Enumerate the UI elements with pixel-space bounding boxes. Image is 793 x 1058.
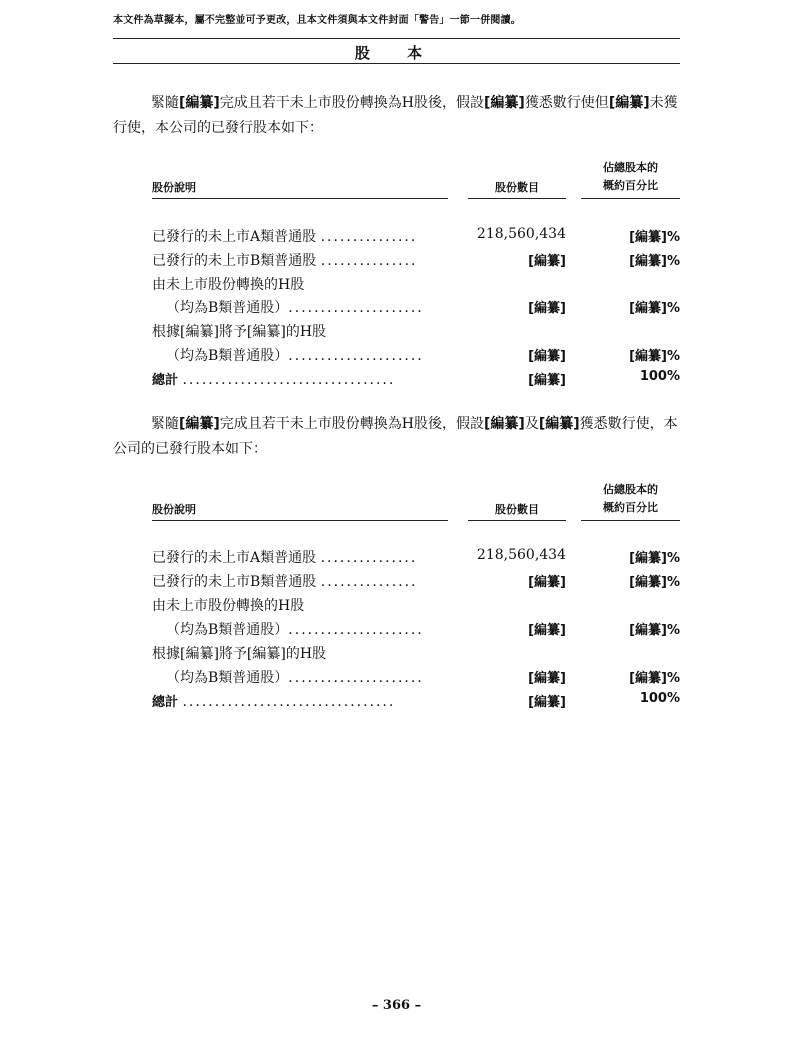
- table-row-total: 總計 ................................. [編纂] 100%: [152, 691, 680, 710]
- shares-value: [編纂]: [528, 695, 566, 710]
- section1-table-header: [152, 149, 680, 199]
- table-row: 根據[編纂]將予[編纂]的H股: [152, 324, 327, 340]
- col-header-shares: 股份數目: [468, 179, 566, 199]
- shares-value: [編纂]: [528, 349, 566, 364]
- pct-value: 100%: [639, 369, 680, 384]
- shares-value: [編纂]: [528, 623, 566, 638]
- pct-value: [編纂]%: [629, 551, 680, 566]
- pct-value: [編纂]%: [629, 230, 680, 245]
- pct-value: [編纂]%: [629, 301, 680, 316]
- table-row: 已發行的未上市A類普通股 ............... 218,560,434 [編纂]%: [152, 547, 680, 566]
- shares-value: 218,560,434: [476, 547, 566, 563]
- shares-value: [編纂]: [528, 671, 566, 686]
- table-row: 已發行的未上市B類普通股 ............... [編纂] [編纂]%: [152, 250, 680, 270]
- col-header-shares: 股份數目: [468, 501, 566, 521]
- pct-value: [編纂]%: [629, 254, 680, 269]
- pct-value: [編纂]%: [629, 349, 680, 364]
- table-row: 由未上市股份轉換的H股: [152, 598, 305, 614]
- shares-value: [編纂]: [528, 373, 566, 388]
- shares-value: [編纂]: [528, 575, 566, 590]
- shares-value: [編纂]: [528, 254, 566, 269]
- col-header-percentage: 佔總股本的 概約百分比: [581, 159, 680, 199]
- section2-intro: 緊隨[編纂]完成且若干未上市股份轉換為H股後，假設[編纂]及[編纂]獲悉數行使，本公司的已發行股本如下：: [113, 416, 678, 457]
- title-top-rule: [113, 38, 680, 39]
- page-title: 股 本: [354, 44, 439, 62]
- table-row: （均為B類普通股）..................... [編纂] [編纂]%: [152, 345, 680, 365]
- pct-value: [編纂]%: [629, 623, 680, 638]
- shares-value: 218,560,434: [476, 226, 566, 242]
- table-row: （均為B類普通股）..................... [編纂] [編纂]%: [152, 619, 680, 639]
- table-row: 已發行的未上市A類普通股 ............... 218,560,434 [編纂]%: [152, 226, 680, 245]
- table-row: 已發行的未上市B類普通股 ............... [編纂] [編纂]%: [152, 571, 680, 591]
- title-bottom-rule: [113, 63, 680, 64]
- section1-intro: 緊隨[編纂]完成且若干未上市股份轉換為H股後，假設[編纂]獲悉數行使但[編纂]未獲行使，本公司的已發行股本如下：: [113, 95, 678, 136]
- shares-value: [編纂]: [528, 301, 566, 316]
- section2-table-header: [152, 471, 680, 521]
- col-header-description: 股份說明: [152, 179, 448, 199]
- col-header-percentage: 佔總股本的 概約百分比: [581, 481, 680, 521]
- table-row-total: 總計 ................................. [編纂] 100%: [152, 369, 680, 388]
- col-header-description: 股份說明: [152, 501, 448, 521]
- table-row: 由未上市股份轉換的H股: [152, 277, 305, 293]
- pct-value: [編纂]%: [629, 575, 680, 590]
- table-row: 根據[編纂]將予[編纂]的H股: [152, 646, 327, 662]
- page-number: – 366 –: [371, 998, 422, 1013]
- table-row: （均為B類普通股）..................... [編纂] [編纂]%: [152, 297, 680, 317]
- draft-disclaimer: 本文件為草擬本，屬不完整並可予更改，且本文件須與本文件封面「警告」一節一併閱讀。: [113, 15, 521, 26]
- pct-value: [編纂]%: [629, 671, 680, 686]
- pct-value: 100%: [639, 691, 680, 706]
- table-row: （均為B類普通股）..................... [編纂] [編纂]%: [152, 667, 680, 687]
